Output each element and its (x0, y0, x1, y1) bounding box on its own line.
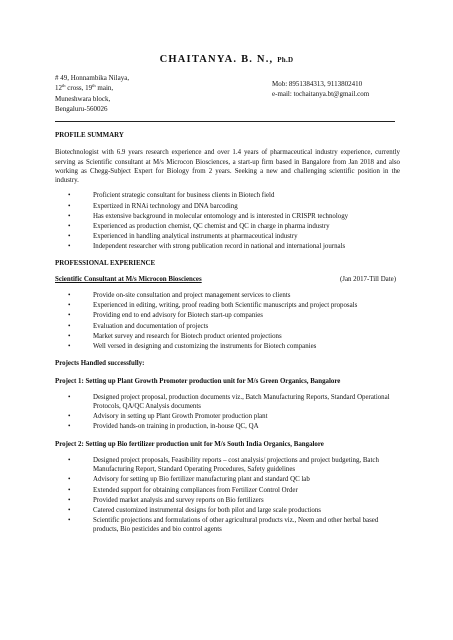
list-item: • Evaluation and documentation of projects (55, 322, 400, 331)
address-cross-text: cross, 19 (65, 84, 93, 93)
project-1-list (55, 393, 400, 432)
list-item: • Has extensive background in molecular entomology and is interested in CRISPR technology (55, 212, 400, 221)
contact-info (272, 79, 369, 99)
list-item: • Provide on-site consultation and project management services to clients (55, 291, 400, 300)
list-item: • Provided hands-on training in production, in-house QC, QA (55, 422, 400, 431)
name-suffix: Ph.D (277, 56, 294, 64)
job-header (55, 275, 400, 285)
list-item: • Catered customized instrumental designs for both pilot and large scale productions (55, 506, 400, 515)
profile-highlights-list (55, 191, 400, 251)
list-item: • Extended support for obtaining compliances from Fertilizer Control Order (55, 486, 400, 495)
list-item: • Well versed in designing and customizing the instruments for Biotech companies (55, 342, 400, 351)
mobile-numbers: Mob: 8951384313, 9113802410 (272, 80, 363, 88)
list-item: • Experienced in handling analytical instruments at pharmaceutical industry (55, 232, 400, 241)
list-item: • Providing end to end advisory for Biotech start-up companies (55, 311, 400, 320)
list-item: • Proficient strategic consultant for business clients in Biotech field (55, 191, 400, 200)
resume-body (55, 131, 400, 536)
job-title: Scientific Consultant at M/s Microcon Biosciences (55, 276, 202, 284)
address-line-4: Bengaluru-560026 (55, 105, 108, 114)
address-sup-2: th (92, 83, 96, 89)
candidate-name (0, 54, 453, 65)
address-sup-1: th (62, 83, 66, 89)
professional-experience-heading: PROFESSIONAL EXPERIENCE (55, 259, 156, 267)
address-line-2 (55, 83, 129, 93)
list-item: • Provided market analysis and survey reports on Bio fertilizers (55, 496, 400, 505)
list-item: • Designed project proposals, Feasibility reports – cost analysis/ projections and project budgeting, Batch Manufacturing Report, Standard Operating Procedures, Safety guidelines (55, 456, 400, 475)
list-item: • Experienced as production chemist, QC chemist and QC in charge in pharma industry (55, 222, 400, 231)
job-duties-list (55, 291, 400, 351)
address-main-text: main, (95, 84, 114, 93)
project-2-title: Project 2: Setting up Bio fertilizer production unit for M/s South India Organics, Bangalore (55, 440, 324, 448)
list-item: • Expertized in RNAi technology and DNA barcoding (55, 202, 400, 211)
project-2-list (55, 456, 400, 535)
list-item: • Independent researcher with strong publication record in national and international journals (55, 242, 400, 251)
list-item: • Market survey and research for Biotech product oriented projections (55, 332, 400, 341)
address-cross-number: 12 (55, 84, 62, 93)
projects-heading: Projects Handled successfully: (55, 360, 145, 368)
list-item: • Advisory in setting up Plant Growth Promoter production plant (55, 412, 400, 421)
job-date: (Jan 2017-Till Date) (339, 276, 396, 284)
email-address[interactable]: e-mail: tochaitanya.bt@gmail.com (272, 90, 370, 99)
header-divider (55, 121, 395, 122)
project-1-title: Project 1: Setting up Plant Growth Promoter production unit for M/s Green Organics, Bangalore (55, 377, 341, 385)
list-item: • Scientific projections and formulations of other agricultural products viz., Neem and other herbal based products, Bio pesticides and bio control agents (55, 516, 400, 535)
postal-address (55, 73, 129, 115)
profile-summary-text: Biotechnologist with 6.9 years research experience and over 1.4 years of pharmaceutical industry experience, currently serving as Scientific consultant at M/s Microcon Biosciences, a start-up firm based in Bangalore from Jan 2018 and also working as Chegg-Subject Expert for Biology from 2 years. Seeking a new and challenging scientific position in the industry. (55, 149, 400, 185)
address-line-1: # 49, Honnambika Nilaya, (55, 74, 130, 82)
address-line-3: Muneshwara block, (55, 94, 111, 103)
profile-summary-heading: PROFILE SUMMARY (55, 132, 124, 139)
name-text: CHAITANYA. B. N., (159, 54, 274, 65)
list-item: • Experienced in editing, writing, proof reading both Scientific manuscripts and project proposals (55, 301, 400, 310)
list-item: • Advisory for setting up Bio fertilizer manufacturing plant and standard QC lab (55, 475, 400, 484)
list-item: • Designed project proposal, production documents viz., Batch Manufacturing Reports, Standard Operational Protocols, QA/QC Analysis documents (55, 393, 400, 412)
